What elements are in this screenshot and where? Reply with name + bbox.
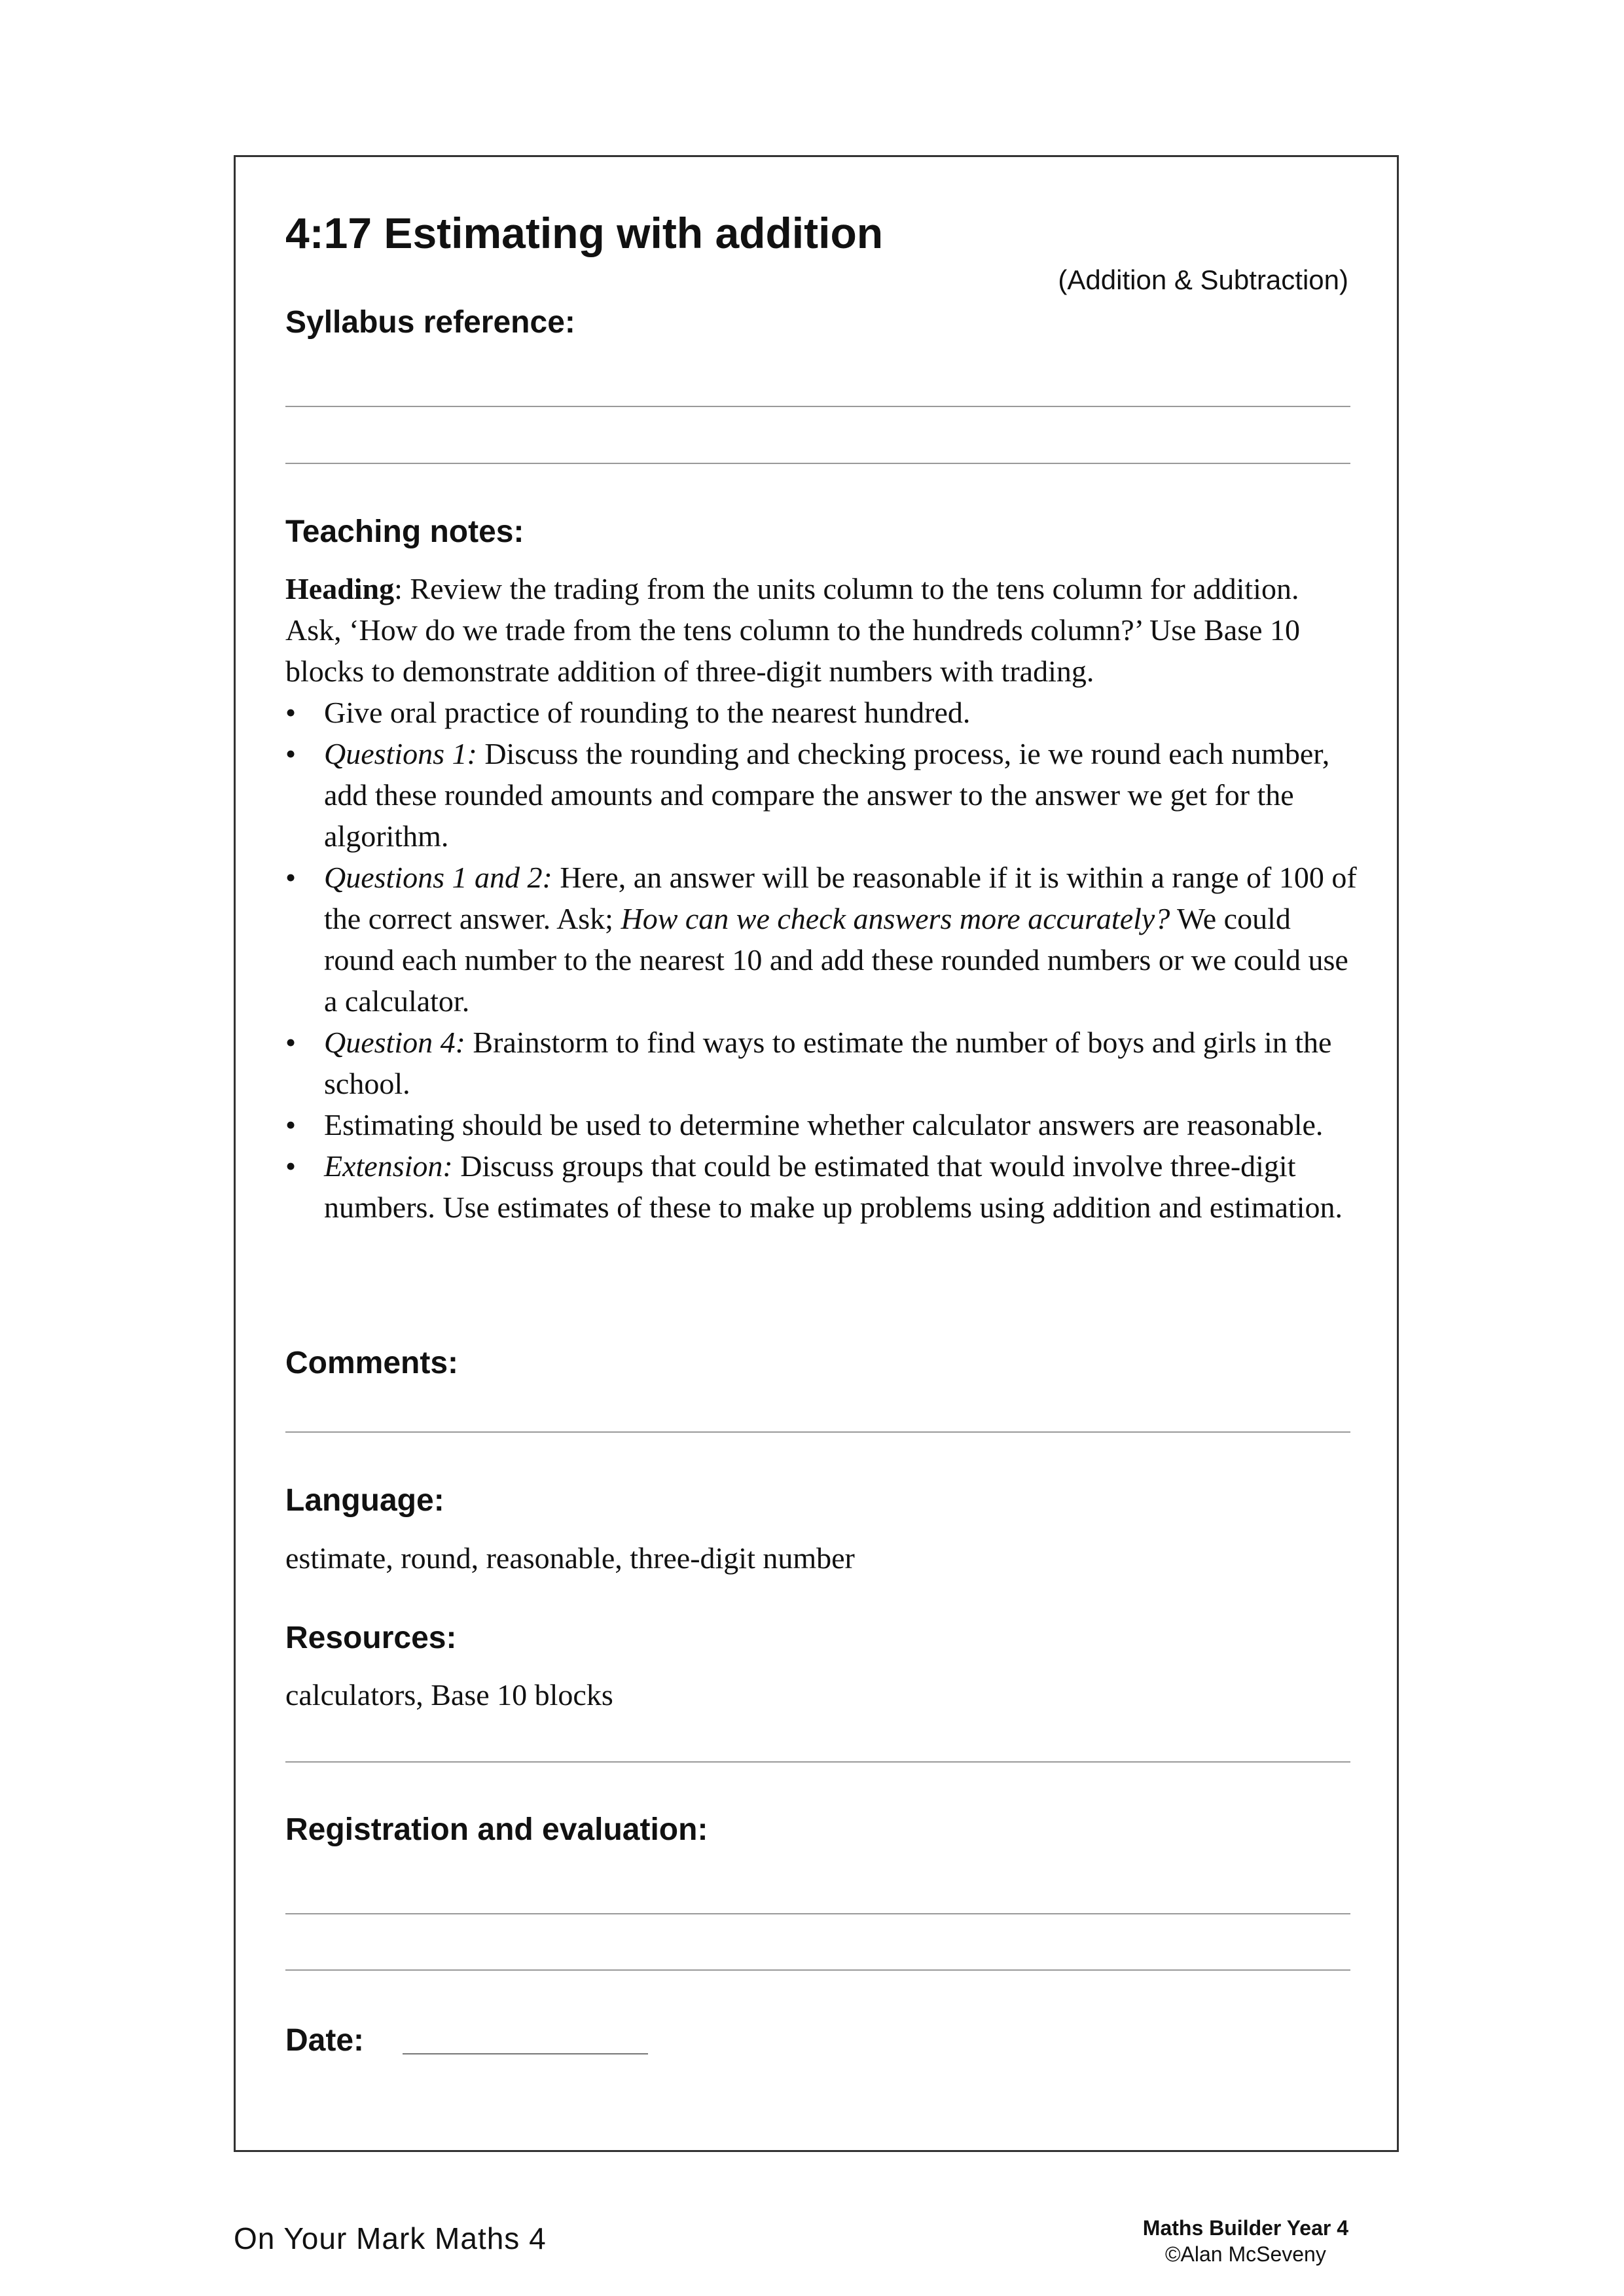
bullet-icon: • (285, 1149, 297, 1183)
heading-label: Heading (285, 572, 395, 605)
subject-label: (Addition & Subtraction) (1058, 264, 1348, 295)
language-heading: Language: (285, 1483, 444, 1518)
list-item (285, 692, 1359, 733)
list-item (285, 1145, 1359, 1228)
footer-series-title: On Your Mark Maths 4 (234, 2221, 547, 2255)
footer-book-title: Maths Builder Year 4 (1142, 2216, 1348, 2240)
list-item-label: Question 4: (324, 1026, 465, 1059)
list-item-text: Estimating should be used to determine whether calculator answers are reasonable. (324, 1108, 1324, 1141)
comments-line (285, 1431, 1350, 1433)
language-text: estimate, round, reasonable, three-digit number (285, 1541, 855, 1575)
bullet-icon: • (285, 861, 297, 894)
page-title: 4:17 Estimating with addition (285, 209, 884, 257)
bullet-icon: • (285, 1026, 297, 1059)
bullet-icon: • (285, 1108, 297, 1141)
comments-heading: Comments: (285, 1346, 459, 1380)
list-item (285, 1022, 1359, 1104)
registration-line-2 (285, 1969, 1350, 1971)
bullet-icon: • (285, 696, 297, 729)
list-item (285, 1104, 1359, 1145)
teaching-notes-list (285, 692, 1359, 1228)
list-item (285, 857, 1359, 1022)
list-item (285, 733, 1359, 857)
heading-text: : Review the trading from the units column to the tens column for addition. Ask, ‘How do we trade from the tens column to the hundreds column?’ Use Base 10 blocks to demonstrate addition of three-digit numbers with trading. (285, 572, 1301, 688)
registration-line-1 (285, 1913, 1350, 1914)
list-item-text: Here, an answer will be reasonable if it is within a range of 100 of the correct answer. Ask; (324, 861, 1357, 935)
teaching-notes-body (285, 568, 1359, 1228)
list-item-text: Discuss the rounding and checking process, ie we round each number, add these rounded amounts and compare the answer to the answer we get for the algorithm. (324, 737, 1330, 853)
resources-heading: Resources: (285, 1621, 457, 1655)
resources-text: calculators, Base 10 blocks (285, 1678, 613, 1712)
teaching-notes-heading: Teaching notes: (285, 514, 524, 549)
footer-copyright: ©Alan McSeveny (1164, 2242, 1326, 2266)
list-item-text: We could round each number to the nearest 10 and add these rounded numbers or we could use a calculator. (324, 902, 1348, 1018)
list-item-label: Questions 1: (324, 737, 477, 770)
registration-heading: Registration and evaluation: (285, 1812, 708, 1847)
syllabus-line-1 (285, 406, 1350, 407)
list-item-question: How can we check answers more accurately? (621, 902, 1170, 935)
date-heading: Date: (285, 2023, 365, 2058)
teaching-notes-intro (285, 568, 1359, 692)
list-item-text: Give oral practice of rounding to the nearest hundred. (324, 696, 971, 729)
list-item-text: Discuss groups that could be estimated that would involve three-digit numbers. Use estimates of these to make up problems using addition and estimation. (324, 1149, 1343, 1224)
syllabus-line-2 (285, 463, 1350, 464)
list-item-label: Extension: (324, 1149, 453, 1183)
bullet-icon: • (285, 737, 297, 770)
footer-credits (1143, 2215, 1348, 2267)
list-item-label: Questions 1 and 2: (324, 861, 552, 894)
syllabus-heading: Syllabus reference: (285, 305, 575, 340)
resources-line (285, 1761, 1350, 1763)
date-line (403, 2053, 648, 2054)
list-item-text: Brainstorm to find ways to estimate the number of boys and girls in the school. (324, 1026, 1332, 1100)
